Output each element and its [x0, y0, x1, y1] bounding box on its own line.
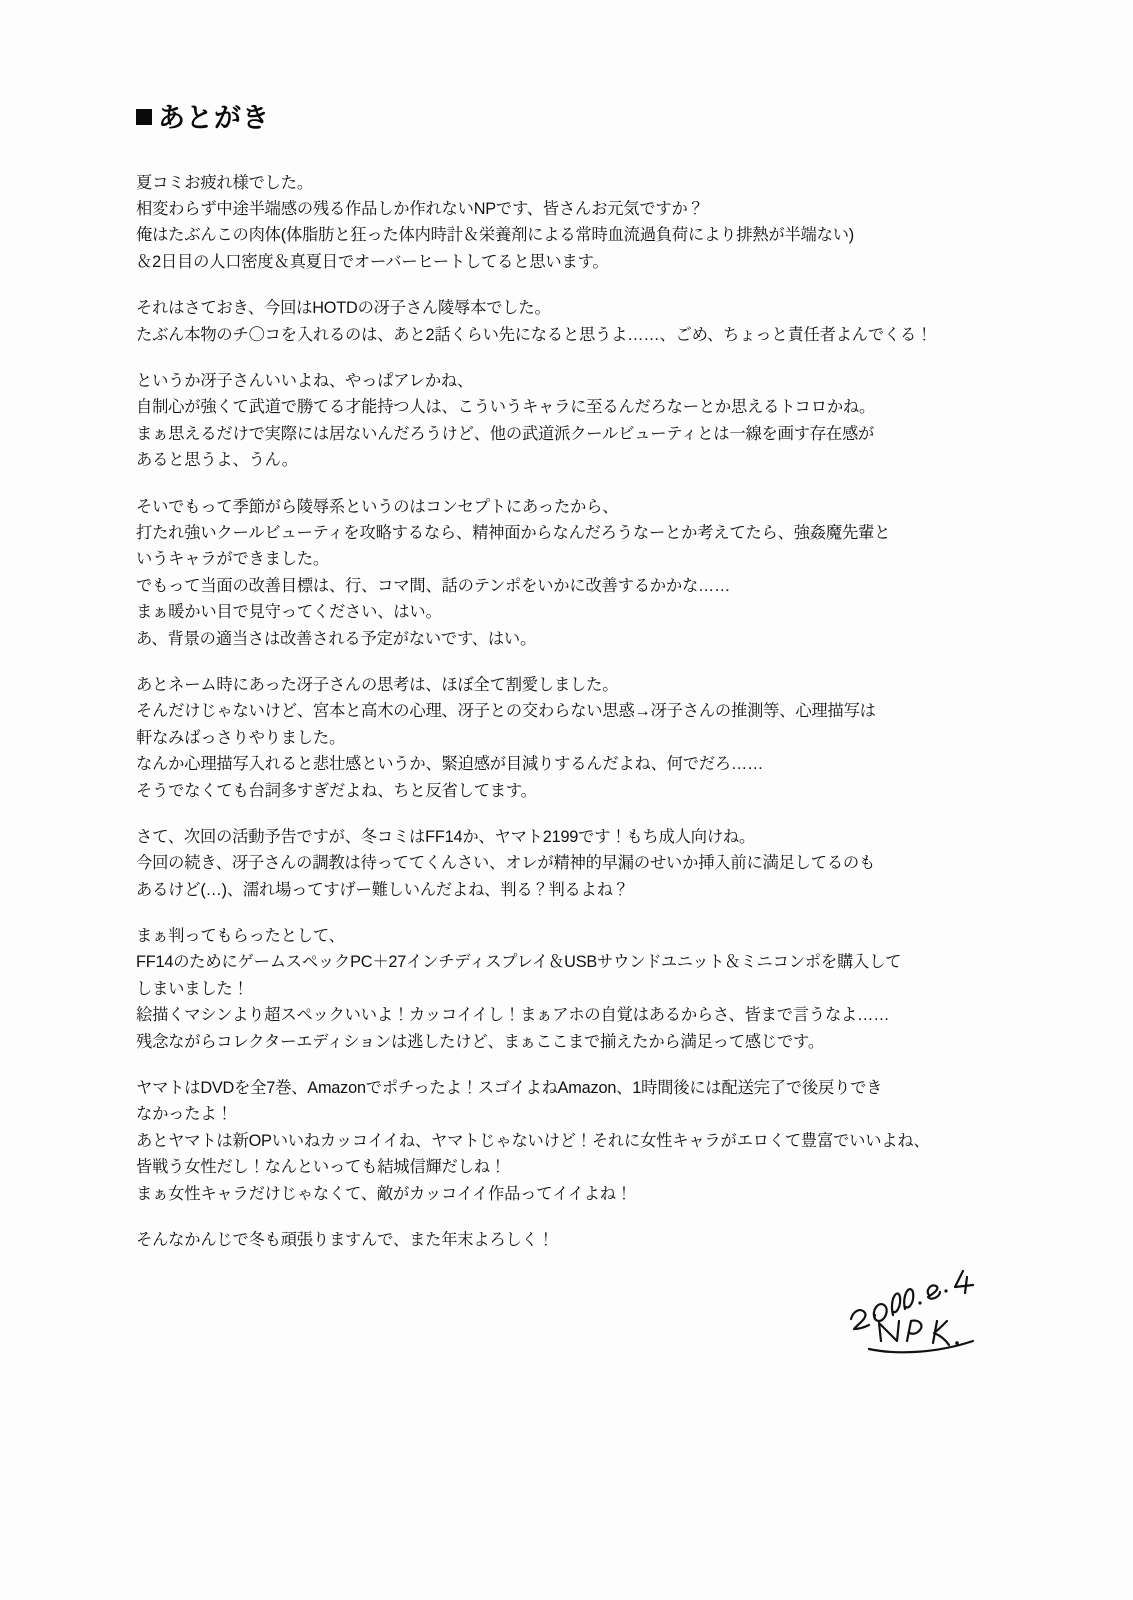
text-line: なかったよ！	[136, 1105, 233, 1124]
text-line: あとネーム時にあった冴子さんの思考は、ほぼ全て割愛しました。	[136, 675, 619, 694]
text-line: まぁ暖かい目で見守ってください、はい。	[136, 603, 442, 622]
text-line: そんなかんじで冬も頑張りますんで、また年末よろしく！	[136, 1230, 554, 1249]
paragraph-1	[136, 170, 1006, 276]
text-line: なんか心理描写入れると悲壮感というか、緊迫感が目減りするんだよね、何でだろ……	[136, 755, 764, 774]
text-line: それはさておき、今回はHOTDの冴子さん陵辱本でした。	[136, 299, 551, 318]
text-line: さて、次回の活動予告ですが、冬コミはFF14か、ヤマト2199です！もち成人向けね。	[136, 827, 756, 846]
text-line: 俺はたぶんこの肉体(体脂肪と狂った体内時計＆栄養剤による常時血流過負荷により排熱が半端ない)	[136, 226, 855, 245]
text-line: 残念ながらコレクターエディションは逃したけど、まぁここまで揃えたから満足って感じです。	[136, 1032, 824, 1051]
text-line: そうでなくても台詞多すぎだよね、ちと反省してます。	[136, 781, 537, 800]
text-line: しまいました！	[136, 979, 249, 998]
text-line: いうキャラができました。	[136, 550, 329, 569]
text-line: 今回の続き、冴子さんの調教は待っててくんさい、オレが精神的早漏のせいか挿入前に満足してるのも	[136, 854, 876, 873]
afterword-content	[136, 104, 1006, 1253]
text-line: 絵描くマシンより超スペックいいよ！カッコイイし！まぁアホの自覚はあるからさ、皆まで言うなよ……	[136, 1006, 890, 1025]
text-line: まぁ思えるだけで実際には居ないんだろうけど、他の武道派クールビューティとは一線を画す存在感が	[136, 424, 875, 443]
text-line: でもって当面の改善目標は、行、コマ間、話のテンポをいかに改善するかかな……	[136, 576, 731, 595]
text-line: 打たれ強いクールビューティを攻略するなら、精神面からなんだろうなーとか考えてたら、強姦魔先輩と	[136, 523, 891, 542]
text-line: あると思うよ、うん。	[136, 451, 298, 470]
text-line: ヤマトはDVDを全7巻、Amazonでポチったよ！スゴイよねAmazon、1時間後には配送完了で後戻りでき	[136, 1079, 883, 1098]
text-line: そんだけじゃないけど、宮本と高木の心理、冴子との交わらない思惑→冴子さんの推測等、心理描写は	[136, 702, 876, 721]
text-line: ＆2日目の人口密度＆真夏日でオーバーヒートしてると思います。	[136, 252, 609, 271]
page-title	[136, 104, 1006, 134]
paragraph-5	[136, 672, 1006, 804]
text-line: というか冴子さんいいよね、やっぱアレかね、	[136, 372, 474, 391]
text-line: そいでもって季節がら陵辱系というのはコンセプトにあったから、	[136, 497, 619, 516]
text-line: 相変わらず中途半端感の残る作品しか作れないNPです、皆さんお元気ですか？	[136, 200, 704, 219]
text-line: FF14のためにゲームスペックPC＋27インチディスプレイ＆USBサウンドユニット＆ミニコンポを購入して	[136, 953, 902, 972]
paragraph-7	[136, 923, 1006, 1055]
paragraph-2	[136, 295, 1006, 348]
text-line: 軒なみばっさりやりました。	[136, 728, 346, 747]
text-line: まぁ女性キャラだけじゃなくて、敵がカッコイイ作品ってイイよね！	[136, 1184, 632, 1203]
text-line: あ、背景の適当さは改善される予定がないです、はい。	[136, 629, 537, 648]
paragraph-4	[136, 494, 1006, 652]
text-line: 夏コミお疲れ様でした。	[136, 173, 313, 192]
text-line: たぶん本物のチ〇コを入れるのは、あと2話くらい先になると思うよ……、ごめ、ちょっと責任者よんでくる！	[136, 325, 933, 344]
page-title-text: あとがき	[158, 103, 270, 133]
paragraph-8	[136, 1075, 1006, 1207]
text-line: あとヤマトは新OPいいねカッコイイね、ヤマトじゃないけど！それに女性キャラがエロくて豊富でいいよね、	[136, 1131, 930, 1150]
text-line: 自制心が強くて武道で勝てる才能持つ人は、こういうキャラに至るんだろなーとか思えるトコロかね。	[136, 398, 876, 417]
text-line: あるけど(…)、濡れ場ってすげー難しいんだよね、判る？判るよね？	[136, 880, 629, 899]
signature-ink	[845, 1245, 1005, 1365]
text-line: 皆戦う女性だし！なんといっても結城信輝だしね！	[136, 1158, 506, 1177]
paragraph-3	[136, 368, 1006, 474]
handwritten-signature	[845, 1245, 1005, 1365]
square-bullet-icon	[136, 109, 152, 125]
text-line: まぁ判ってもらったとして、	[136, 927, 345, 946]
paragraph-6	[136, 824, 1006, 903]
